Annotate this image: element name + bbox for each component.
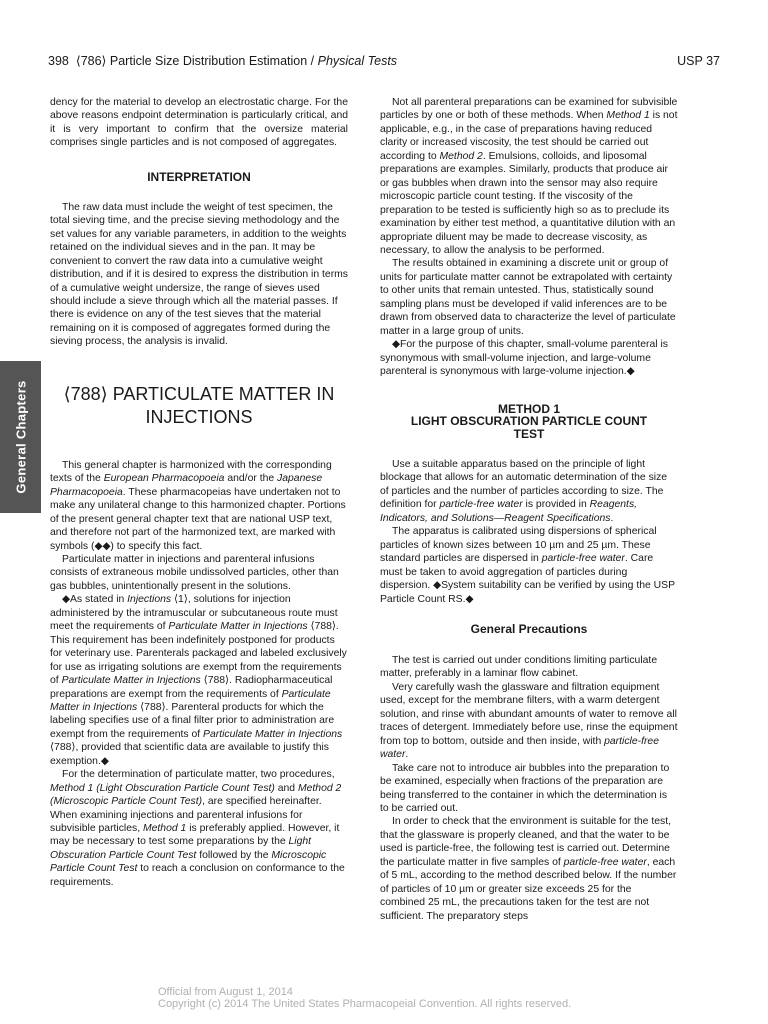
- text-run-italic: Particulate Matter in Injections: [61, 675, 201, 687]
- method-heading-line1: METHOD 1: [497, 401, 560, 416]
- text-run-italic: Microscopic Particle Count Test: [50, 849, 327, 875]
- book-edition: USP 37: [677, 54, 720, 68]
- chapter-title-line2: INJECTIONS: [145, 406, 253, 427]
- text-run: ⟨1⟩, solutions for injection administered by the intramuscular or subcutaneous route must meet the requirements of: [50, 594, 338, 633]
- text-run: to reach a conclusion on conformance to the requirements.: [50, 863, 345, 888]
- side-tab-label: General Chapters: [13, 380, 28, 494]
- text-run: The apparatus is calibrated using dispersions of spherical particles of known sizes between 10 µm and 25 µm. These standard particles are dispersed in: [380, 526, 657, 565]
- paragraph-harmonization: [50, 459, 348, 553]
- text-run-italic: particle-free water: [380, 735, 659, 761]
- official-date: Official from August 1, 2014: [158, 986, 293, 998]
- text-run-italic: Particulate Matter in Injections: [168, 621, 308, 633]
- text-run: followed by the: [196, 849, 272, 861]
- paragraph-precaution-1: The test is carried out under conditions limiting particulate matter, preferably in a laminar flow cabinet.: [380, 655, 658, 680]
- text-run: and: [274, 782, 298, 794]
- precautions-heading: General Precautions: [470, 622, 588, 636]
- copyright-notice: Copyright (c) 2014 The United States Pharmacopeial Convention. All rights reserved.: [158, 998, 572, 1010]
- text-run: .: [405, 749, 409, 761]
- side-tab: [0, 361, 41, 513]
- text-run: . Care must be taken to avoid aggregation of particles during dispersion. ◆System suitability can be verified by using the USP Particle Count RS.◆: [380, 553, 675, 605]
- text-run-italic: particle-free water: [439, 499, 523, 511]
- text-run-italic: Method 1 (Light Obscuration Particle Count Test): [50, 782, 275, 794]
- chapter-title: [50, 383, 348, 429]
- section-name: Physical Tests: [317, 54, 398, 68]
- paragraph-results: The results obtained in examining a discrete unit or group of units for particulate matter cannot be extrapolated with certainty to other units that remain untested. Thus, statistically sound sampling plans must be developed if valid inferences are to be drawn from observed data to characterize the level of particulate matter in a large group of units.: [380, 258, 676, 337]
- text-run-italic: Method 1: [606, 110, 650, 122]
- text-run-italic: particle-free water: [563, 856, 647, 868]
- text-run: is provided in: [522, 499, 590, 511]
- text-run: Not all parenteral preparations can be examined for subvisible particles by one or both of these methods. When: [380, 97, 678, 122]
- text-run: ⟨788⟩. This requirement has been indefinitely postponed for products for veterinary use. Parenterals packaged and labeled exclusively for use as irrigating solutions are exempt from the requirements of: [50, 621, 347, 687]
- text-run: Very carefully wash the glassware and filtration equipment used, except for the membrane filters, with a warm detergent solution, and rinse with abundant amounts of water to remove all traces of detergent. Immediately before use, rinse the equipment from top to bottom, outside and then inside, with: [380, 681, 678, 747]
- text-run: ⟨788⟩. Parenteral products for which the labeling specifies use of a final filter prior to administration are exempt from the requirements of: [50, 701, 335, 740]
- text-run: ⟨788⟩, provided that scientific data are available to justify this exemption.◆: [50, 742, 329, 767]
- text-run: . These pharmacopeias have undertaken not to make any unilateral change to this harmonized chapter. Portions of the present general chapter text that are national USP text, and therefore not part of the harmonized text, are marked with symbols (◆◆) to specify this fact.: [50, 486, 346, 552]
- running-head: [48, 52, 397, 70]
- text-run-italic: Japanese Pharmacopoeia: [50, 473, 323, 498]
- paragraph-precaution-4: [380, 815, 678, 923]
- method-heading-line3: TEST: [513, 426, 545, 441]
- paragraph-determination: [50, 768, 348, 889]
- paragraph-not-all: [380, 96, 678, 257]
- text-run: . Emulsions, colloids, and liposomal preparations are examples. Similarly, products that produce air or gas bubbles when drawn into the sensor may also require microscopic particle count testing. If the viscosity of the preparation to be tested is sufficiently high so as to preclude its examination by either test method, a quantitative dilution with an appropriate diluent may be made to decrease viscosity, as necessary, to allow the analysis to be performed.: [380, 150, 676, 256]
- paragraph-apparatus: [380, 458, 678, 525]
- text-run-italic: Method 2 (Microscopic Particle Count Test): [50, 782, 342, 808]
- method-heading-line2: LIGHT OBSCURATION PARTICLE COUNT: [410, 414, 648, 429]
- text-run: This general chapter is harmonized with the corresponding texts of the: [50, 459, 332, 485]
- method-heading: [380, 403, 678, 441]
- left-column: [50, 96, 348, 889]
- page-number: 398: [48, 54, 69, 68]
- page-header: [48, 52, 720, 70]
- text-run-italic: Method 1: [142, 823, 187, 835]
- text-run: In order to check that the environment is suitable for the test, that the glassware is properly cleaned, and that the water to be used is particle-free, the following test is carried out. Determine the particulate matter in five samples of: [380, 816, 671, 868]
- text-run: For the determination of particulate matter, two procedures,: [62, 769, 335, 781]
- text-run: and/or the: [224, 473, 278, 485]
- text-run: Use a suitable apparatus based on the principle of light blockage that allows for an automatic determination of the size of particles and the number of particles according to size. The definition for: [380, 459, 668, 511]
- interpretation-heading: INTERPRETATION: [147, 169, 251, 184]
- text-run-italic: Particulate Matter in Injections: [203, 728, 343, 740]
- text-run: .: [610, 512, 614, 524]
- page-footer: [158, 986, 571, 1010]
- text-run: , are specified hereinafter. When examining injections and parenteral infusions for subvisible particles,: [50, 796, 322, 835]
- text-run-italic: Particulate Matter in Injections: [50, 688, 331, 713]
- text-run: is not applicable, e.g., in the case of preparations having reduced clarity or increased viscosity, the test should be carried out according to: [380, 110, 678, 162]
- paragraph-as-stated: [50, 593, 348, 768]
- text-run: ⟨788⟩. Radiopharmaceutical preparations are exempt from the requirements of: [50, 675, 333, 700]
- text-run-italic: Injections: [127, 594, 172, 606]
- paragraph-precaution-3: Take care not to introduce air bubbles into the preparation to be examined, especially when fractions of the preparation are being transferred to the container in which the determination is to be carried out.: [380, 762, 670, 814]
- text-run-italic: Light Obscuration Particle Count Test: [50, 836, 312, 861]
- text-run-italic: European Pharmacopoeia: [103, 473, 225, 485]
- text-run-italic: Reagents, Indicators, and Solutions—Reagent Specifications: [380, 499, 638, 524]
- text-run-italic: Method 2: [439, 150, 483, 162]
- right-column: [380, 96, 678, 923]
- text-run: ◆As stated in: [62, 594, 128, 606]
- paragraph-definition: Particulate matter in injections and parenteral infusions consists of extraneous mobile undissolved particles, other than gas bubbles, unintentionally present in the solutions.: [50, 553, 339, 592]
- text-run-italic: particle-free water: [541, 553, 625, 565]
- paragraph-calibration: [380, 525, 678, 606]
- paragraph-continued: dency for the material to develop an electrostatic charge. For the above reasons endpoint determination is particularly critical, and it is very important to confirm that the oversize material comprises single particles and is not composed of aggregates.: [50, 97, 348, 149]
- text-run: , each of 5 mL, according to the method described below. If the number of particles of 10 µm or greater size exceeds 25 for the combined 25 mL, the precautions taken for the test are not sufficient. The preparatory steps: [380, 856, 677, 922]
- chapter-title-line1: ⟨788⟩ PARTICULATE MATTER IN: [63, 383, 335, 404]
- paragraph-purpose: ◆For the purpose of this chapter, small-volume parenteral is synonymous with small-volume injection, and large-volume parenteral is synonymous with large-volume injection.◆: [380, 339, 668, 378]
- paragraph-precaution-2: [380, 681, 678, 762]
- paragraph-interpretation: The raw data must include the weight of test specimen, the total sieving time, and the precise sieving methodology and the set values for any variable parameters, in addition to the weights retained on the individual sieves and in the pan. It may be convenient to convert the raw data into a cumulative weight distribution, and if it is desired to express the distribution in terms of a cumulative weight undersize, the range of sieves used should include a sieve through which all the material passes. If there is evidence on any of the test sieves that the material remaining on it is composed of aggregates formed during the sieving process, the analysis is invalid.: [50, 201, 349, 348]
- text-run: is preferably applied. However, it may be necessary to test some preparations by the: [50, 823, 340, 848]
- chapter-reference: ⟨786⟩ Particle Size Distribution Estimation /: [75, 54, 318, 68]
